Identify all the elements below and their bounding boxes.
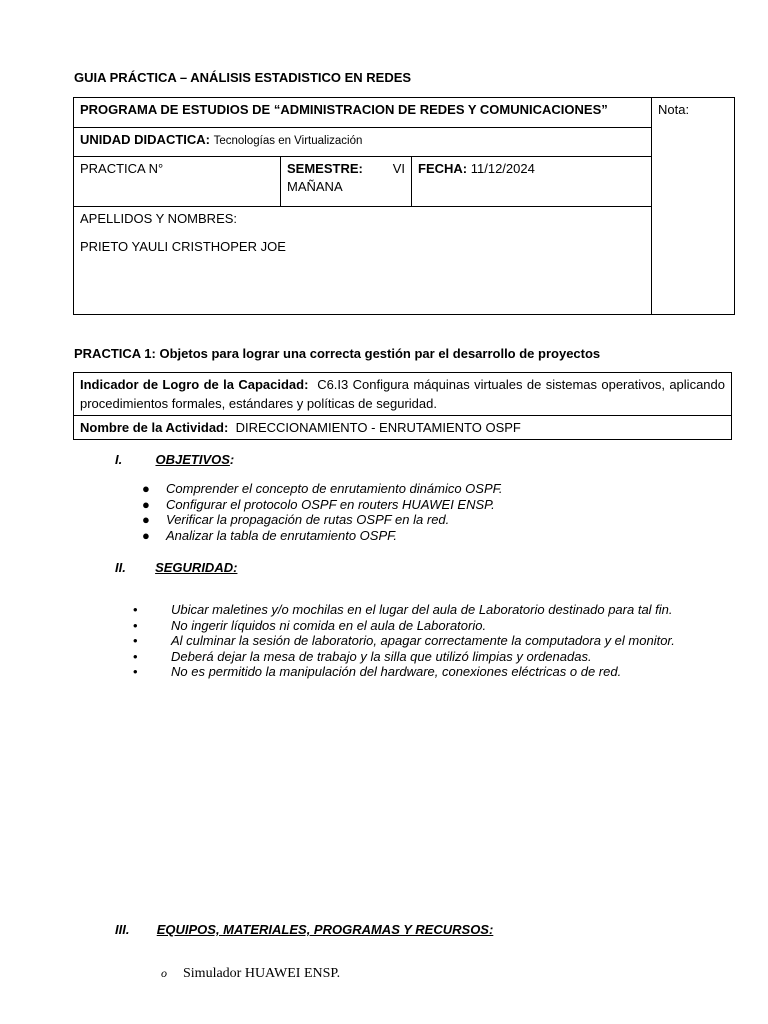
- section-objetivos-title: OBJETIVOS: [155, 452, 230, 467]
- turno-value: MAÑANA: [287, 179, 343, 194]
- section-seguridad-heading: [115, 560, 237, 575]
- equipos-list-item: [161, 966, 340, 982]
- practica-label: PRACTICA N°: [80, 161, 164, 176]
- practica-cell: [74, 157, 281, 207]
- list-item: [130, 618, 690, 634]
- capacidad-table: [73, 372, 732, 440]
- semestre-label: SEMESTRE:: [287, 161, 363, 176]
- objetivo-text: Verificar la propagación de rutas OSPF en la red.: [166, 512, 450, 527]
- seguridad-text: No es permitido la manipulación del hardware, conexiones eléctricas o de red.: [171, 664, 622, 679]
- equipo-text: Simulador HUAWEI ENSP.: [183, 966, 341, 981]
- bullet-icon: •: [133, 664, 138, 679]
- actividad-text: DIRECCIONAMIENTO - ENRUTAMIENTO OSPF: [235, 420, 521, 435]
- bullet-icon: o: [161, 966, 167, 980]
- objetivo-text: Configurar el protocolo OSPF en routers HUAWEI ENSP.: [166, 496, 495, 512]
- list-item: [140, 497, 503, 513]
- bullet-icon: •: [133, 648, 138, 664]
- list-item: [130, 602, 690, 618]
- list-item: [140, 481, 503, 497]
- objetivo-text: Comprender el concepto de enrutamiento dinámico OSPF.: [166, 481, 503, 496]
- section-seguridad-title: SEGURIDAD:: [155, 560, 238, 575]
- apellidos-label: APELLIDOS Y NOMBRES:: [80, 211, 238, 226]
- indicador-cell: [74, 373, 732, 416]
- section-seguridad-numeral: II.: [115, 560, 126, 575]
- practica-title: PRACTICA 1: Objetos para lograr una correcta gestión par el desarrollo de proyectos: [74, 346, 601, 361]
- document-title: GUIA PRÁCTICA – ANÁLISIS ESTADISTICO EN REDES: [74, 70, 412, 85]
- section-equipos-heading: [115, 922, 493, 937]
- indicador-label: Indicador de Logro de la Capacidad:: [80, 377, 309, 392]
- programa-cell: PROGRAMA DE ESTUDIOS DE “ADMINISTRACION DE REDES Y COMUNICACIONES”: [74, 98, 652, 128]
- list-item: [130, 664, 690, 680]
- objetivos-list: [140, 481, 503, 543]
- section-objetivos-heading: [115, 452, 234, 467]
- seguridad-list: [130, 602, 690, 680]
- bullet-icon: ●: [142, 496, 150, 512]
- list-item: [130, 649, 690, 665]
- semestre-cell: [281, 157, 412, 207]
- student-name: PRIETO YAULI CRISTHOPER JOE: [80, 239, 286, 254]
- seguridad-text: Ubicar maletines y/o mochilas en el lugar del aula de Laboratorio destinado para tal fin.: [171, 602, 673, 617]
- fecha-label: FECHA:: [418, 161, 468, 176]
- section-objetivos-suffix: :: [229, 452, 235, 467]
- unidad-cell: [74, 128, 652, 157]
- nota-cell: [652, 98, 735, 315]
- actividad-cell: [74, 416, 732, 440]
- section-objetivos-numeral: I.: [115, 452, 123, 467]
- seguridad-text: Deberá dejar la mesa de trabajo y la silla que utilizó limpias y ordenadas.: [171, 648, 592, 664]
- actividad-label: Nombre de la Actividad:: [80, 420, 229, 435]
- objetivo-text: Analizar la tabla de enrutamiento OSPF.: [166, 527, 398, 543]
- fecha-cell: [412, 157, 652, 207]
- list-item: [140, 528, 503, 544]
- bullet-icon: •: [133, 602, 138, 617]
- section-equipos-numeral: III.: [115, 922, 130, 937]
- seguridad-text: No ingerir líquidos ni comida en el aula de Laboratorio.: [171, 617, 487, 633]
- seguridad-text: Al culminar la sesión de laboratorio, apagar correctamente la computadora y el monitor.: [171, 633, 675, 648]
- bullet-icon: •: [133, 617, 138, 633]
- unidad-value: Tecnologías en Virtualización: [213, 135, 363, 147]
- nota-label: Nota:: [658, 102, 690, 117]
- apellidos-cell: [74, 207, 652, 315]
- unidad-label: UNIDAD DIDACTICA:: [80, 132, 210, 147]
- bullet-icon: •: [133, 633, 138, 648]
- header-table: [73, 97, 735, 315]
- section-equipos-title: EQUIPOS, MATERIALES, PROGRAMAS Y RECURSOS:: [156, 922, 494, 937]
- semestre-value: VI: [392, 161, 405, 176]
- list-item: [130, 633, 690, 649]
- fecha-value: 11/12/2024: [470, 161, 535, 176]
- bullet-icon: ●: [142, 512, 150, 527]
- bullet-icon: ●: [142, 527, 150, 543]
- list-item: [140, 512, 503, 528]
- indicador-text: C6.I3 Configura máquinas virtuales de sistemas operativos, aplicando procedimientos formales, estándares y políticas de seguridad.: [80, 377, 725, 411]
- bullet-icon: ●: [142, 481, 150, 496]
